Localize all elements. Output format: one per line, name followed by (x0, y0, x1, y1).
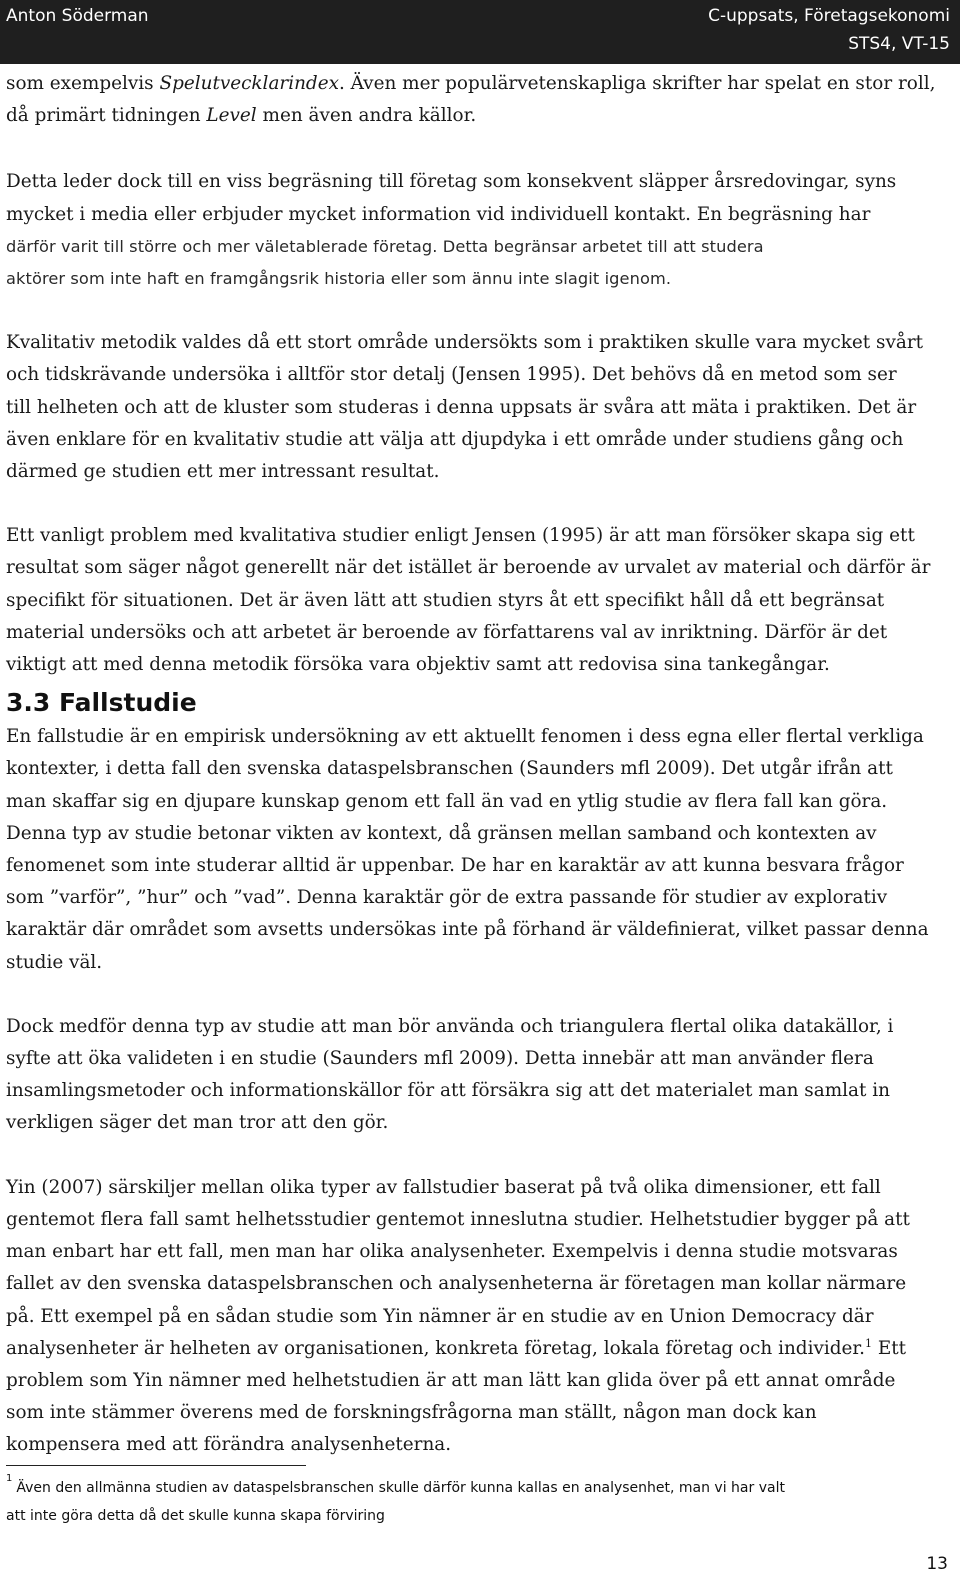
header-course-line-2: STS4, VT-15 (848, 34, 950, 54)
paragraph-line: och tidskrävande undersöka i alltför stor detalj (Jensen 1995). Det behövs då en metod som ser (6, 364, 897, 386)
paragraph-line: syfte att öka valideten i en studie (Saunders mfl 2009). Detta innebär att man använder flera (6, 1048, 874, 1070)
paragraph-3 (6, 327, 950, 488)
page-header (0, 0, 960, 64)
paragraph-line: aktörer som inte haft en framgångsrik historia eller som ännu inte slagit igenom. (6, 269, 672, 289)
paragraph-7 (6, 1172, 950, 1462)
paragraph-line: En fallstudie är en empirisk undersökning av ett aktuellt fenomen i dess egna eller flertal verkliga (6, 726, 924, 748)
paragraph-line: gentemot flera fall samt helhetsstudier gentemot inneslutna studier. Helhetstudier bygger på att (6, 1208, 910, 1230)
paragraph-line: problem som Yin nämner med helhetstudien är att man lätt kan glida över på ett annat område (6, 1369, 896, 1391)
paragraph-line: som ”varför”, ”hur” och ”vad”. Denna karaktär gör de extra passande för studier av explorativ (6, 887, 888, 909)
italic-title: Level (206, 105, 257, 127)
paragraph-line: verkligen säger det man tror att den gör. (6, 1112, 389, 1134)
page-body (6, 68, 950, 1462)
paragraph-line: kontexter, i detta fall den svenska dataspelsbranschen (Saunders mfl 2009). Det utgår ifrån att (6, 758, 893, 780)
paragraph-line: resultat som säger något generellt när det istället är beroende av urvalet av material och därför är (6, 557, 931, 579)
paragraph-line: därför varit till större och mer väletablerade företag. Detta begränsar arbetet till att studera (6, 236, 764, 256)
header-course-line-1: C-uppsats, Företagsekonomi (708, 6, 950, 26)
paragraph-line: specifikt för situationen. Det är även lätt att studien styrs åt ett specifikt håll då ett begränsat (6, 589, 885, 611)
text-run: analysenheter är helheten av organisationen, konkreta företag, lokala företag och individer. (6, 1337, 866, 1359)
footnote-reference[interactable]: 1 (865, 1336, 873, 1350)
paragraph-line: kompensera med att förändra analysenheterna. (6, 1434, 452, 1456)
paragraph-line: studie väl. (6, 951, 103, 973)
paragraph-line: viktigt att med denna metodik försöka vara objektiv samt att redovisa sina tankegångar. (6, 654, 830, 676)
text-run: då primärt tidningen (6, 105, 207, 127)
paragraph-line: mycket i media eller erbjuder mycket information vid individuell kontakt. En begräsning har (6, 203, 871, 225)
text-run: som exempelvis (6, 73, 160, 94)
paragraph-line: Yin (2007) särskiljer mellan olika typer av fallstudier baserat på två olika dimensioner, ett fall (6, 1176, 881, 1198)
header-author: Anton Söderman (6, 6, 149, 26)
footnote (6, 1474, 950, 1530)
paragraph-line: därmed ge studien ett mer intressant resultat. (6, 461, 440, 483)
paragraph-line: fallet av den svenska dataspelsbranschen och analysenheterna är företagen man kollar närmare (6, 1273, 907, 1295)
footnote-divider (6, 1465, 306, 1466)
paragraph-line: material undersöks och att arbetet är beroende av författarens val av inriktning. Därför är det (6, 621, 888, 643)
paragraph-line: Ett vanligt problem med kvalitativa studier enligt Jensen (1995) är att man försöker skapa sig ett (6, 525, 915, 547)
header-course (708, 2, 950, 58)
paragraph-4 (6, 520, 950, 681)
paragraph-line: fenomenet som inte studerar alltid är uppenbar. De har en karaktär av att kunna besvara frågor (6, 855, 904, 877)
paragraph-line: Dock medför denna typ av studie att man bör använda och triangulera flertal olika datakällor, i (6, 1015, 894, 1037)
paragraph-line: även enklare för en kvalitativ studie att välja att djupdyka i ett område under studiens gång och (6, 428, 904, 450)
paragraph-line: Denna typ av studie betonar vikten av kontext, då gränsen mellan samband och kontexten av (6, 822, 877, 844)
text-run: . Även mer populärvetenskapliga skrifter har spelat en stor roll, (338, 73, 936, 94)
paragraph-2 (6, 166, 950, 295)
paragraph-line (6, 68, 950, 100)
paragraph-line: insamlingsmetoder och informationskällor för att försäkra sig att det materialet man samlat in (6, 1080, 890, 1102)
paragraph-line (6, 1333, 950, 1365)
paragraph-line: till helheten och att de kluster som studeras i denna uppsats är svåra att mäta i praktiken. Det är (6, 396, 917, 418)
footnote-number: 1 (6, 1473, 13, 1484)
paragraph-line: karaktär där området som avsetts undersökas inte på förhand är väldefinierat, vilket passar denna (6, 919, 929, 941)
footnote-line (6, 1474, 950, 1502)
section-heading: 3.3 Fallstudie (6, 688, 197, 718)
paragraph-line: Detta leder dock till en viss begräsning till företag som konsekvent släpper årsredovingar, syns (6, 171, 897, 193)
text-run: Ett (872, 1337, 907, 1359)
paragraph-line: på. Ett exempel på en sådan studie som Yin nämner är en studie av en Union Democracy där (6, 1305, 874, 1327)
paragraph-5 (6, 721, 950, 979)
paragraph-line: som inte stämmer överens med de forskningsfrågorna man ställt, någon man dock kan (6, 1402, 817, 1424)
footnote-line: att inte göra detta då det skulle kunna skapa förviring (6, 1508, 385, 1524)
paragraph-1 (6, 68, 950, 132)
paragraph-line: man skaffar sig en djupare kunskap genom ett fall än vad en ytlig studie av flera fall kan göra. (6, 790, 888, 812)
italic-title: Spelutvecklarindex (159, 73, 339, 94)
paragraph-6 (6, 1011, 950, 1140)
paragraph-line: man enbart har ett fall, men man har olika analysenheter. Exempelvis i denna studie motsvaras (6, 1241, 898, 1263)
text-run: men även andra källor. (256, 105, 477, 127)
paragraph-line: Kvalitativ metodik valdes då ett stort område undersökts som i praktiken skulle vara mycket svårt (6, 332, 923, 354)
paragraph-line (6, 100, 950, 132)
text-run: Även den allmänna studien av dataspelsbranschen skulle därför kunna kallas en analysenhet, man vi har valt (16, 1480, 785, 1496)
page-number: 13 (926, 1554, 948, 1574)
